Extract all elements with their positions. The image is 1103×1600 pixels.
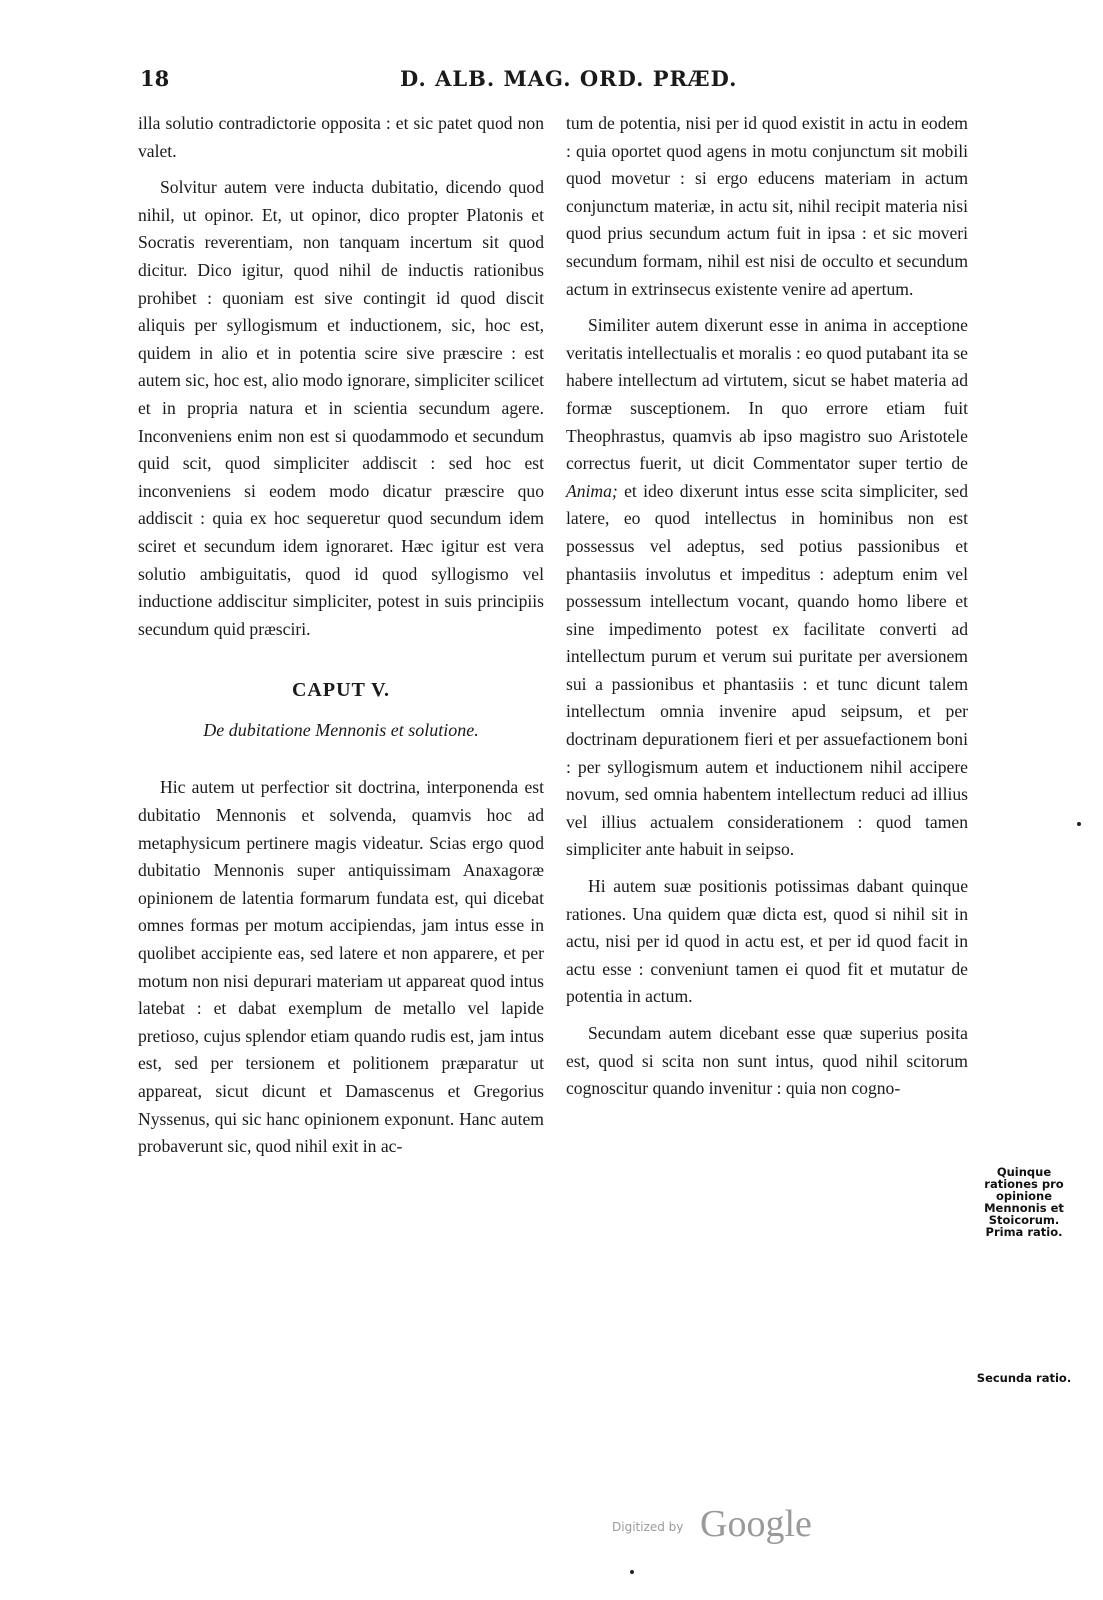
watermark-text: Digitized by <box>612 1520 684 1534</box>
paragraph: tum de potentia, nisi per id quod existit in actu in eodem : quia oportet quod agens in motu conjunctum sit mobili quod movetur : si ergo educens materiam in actum conjunctum materiæ, in actu sit, nihil recipit materia nisi quod prius secundum actum fuit in ipsa : et sic moveri secundum formam, nihil est nisi de occulto et secundum actum in extrinsecus existente venire ad apertum. <box>566 113 968 299</box>
paragraph: Secundam autem dicebant esse quæ superius posita est, quod si scita non sunt intus, quod nihil scitorum cognoscitur quando invenitur : quia non cogno- <box>566 1023 968 1099</box>
left-column <box>138 110 544 1170</box>
right-column <box>566 110 968 1112</box>
paragraph-text: et ideo dixerunt intus esse scita simpliciter, sed latere, eo quod intellectus in hominibus non est possessus vel adeptus, sed potius passionibus et phantasiis involutus et impeditus : adeptum enim vel possessum intellectum vocant, quando homo libere et sine impedimento potest ex facilitate converti ad intellectum purum et verum sui puritate per aversionem sui a passionibus et phantasiis : et tunc dicunt talem intellectum omnia invenire apud seipsum, et per doctrinam depurationem fieri et per assuefactionem boni : per syllogismum autem et inductionem nihil accipere novum, sed omnia habentem intellectum reduci ad illius vel illius actualem considerationem : quod tamen simpliciter ante habuit in seipso. <box>566 480 968 860</box>
running-title: D. ALB. MAG. ORD. PRÆD. <box>400 66 738 91</box>
digitization-watermark <box>612 1503 872 1546</box>
chapter-subtitle: De dubitatione Mennonis et solutione. <box>203 719 479 740</box>
google-logo: Google <box>700 1503 812 1545</box>
page-header <box>140 66 980 102</box>
paragraph: illa solutio contradictorie opposita : et sic patet quod non valet. <box>138 113 544 161</box>
work-title: Anima; <box>566 480 618 501</box>
speck <box>630 1570 634 1574</box>
paragraph: Hic autem ut perfectior sit doctrina, interponenda est dubitatio Mennonis et solvenda, quamvis hoc ad metaphysicum pertinere magis videatur. Scias ergo quod dubitatio Mennonis super antiquissimam Anaxagoræ opinionem de latentia formarum fundata est, qui dicebat omnes formas per motum accipiendas, jam intus esse in quolibet accipiente eas, sed latere et non apparere, et per motum non nisi depurari materiam ut appareat quod intus latebat : et dabat exemplum de metallo vel lapide pretioso, cujus splendor etiam quando rudis est, jam intus est, sed per tersionem et politionem præparatur ut appareat, sicut dicunt et Damascenus et Gregorius Nyssenus, qui sic hanc opinionem exponunt. Hanc autem probaverunt sic, quod nihil exit in ac- <box>138 777 544 1157</box>
chapter-title: CAPUT V. <box>291 679 391 702</box>
margin-note: Secunda ratio. <box>976 1371 1072 1385</box>
paragraph <box>566 312 968 864</box>
speck <box>1077 822 1081 826</box>
page-number: 18 <box>140 66 170 91</box>
margin-note: Quinque rationes pro opinione Mennonis et Stoicorum. Prima ratio. <box>984 1165 1064 1239</box>
paragraph: Solvitur autem vere inducta dubitatio, dicendo quod nihil, ut opinor. Et, ut opinor, dico propter Platonis et Socratis reverentiam, non tanquam incertum sit quod dicitur. Dico igitur, quod nihil de inductis rationibus prohibet : quoniam est sive contingit id quod discit aliquis per syllogismum et inductionem, sic, hoc est, quidem in alio et in potentia scire sive præscire : est autem sic, hoc est, alio modo ignorare, simpliciter scilicet et in propria natura et in scientia secundum agere. Inconveniens enim non est si quodammodo et secundum quid scit, quod simpliciter addiscit : sed hoc est inconveniens si eodem modo dicatur præscire quo addiscit : quia ex hoc sequeretur quod secundum idem sciret et secundum idem ignoraret. Hæc igitur est vera solutio ambiguitatis, quod id quod syllogismo vel inductione addiscitur simpliciter, potest in suis principiis secundum quid præsciri. <box>138 177 545 639</box>
paragraph-text: Similiter autem dixerunt esse in anima in acceptione veritatis intellectualis et moralis : eo quod putabant ita se habere intellectum ad virtutem, sicut se habet materia ad formæ susceptionem. In quo errore etiam fuit Theophrastus, quamvis ab ipso magistro suo Aristotele correctus fuerit, ut dicit Commentator super tertio de <box>566 315 968 474</box>
paragraph: Hi autem suæ positionis potissimas dabant quinque rationes. Una quidem quæ dicta est, quod si nihil sit in actu, nisi per id quod in actu est, et per id quod facit in actu esse : conveniunt tamen ei quod fit et mutatur de potentia in actum. <box>566 876 968 1007</box>
